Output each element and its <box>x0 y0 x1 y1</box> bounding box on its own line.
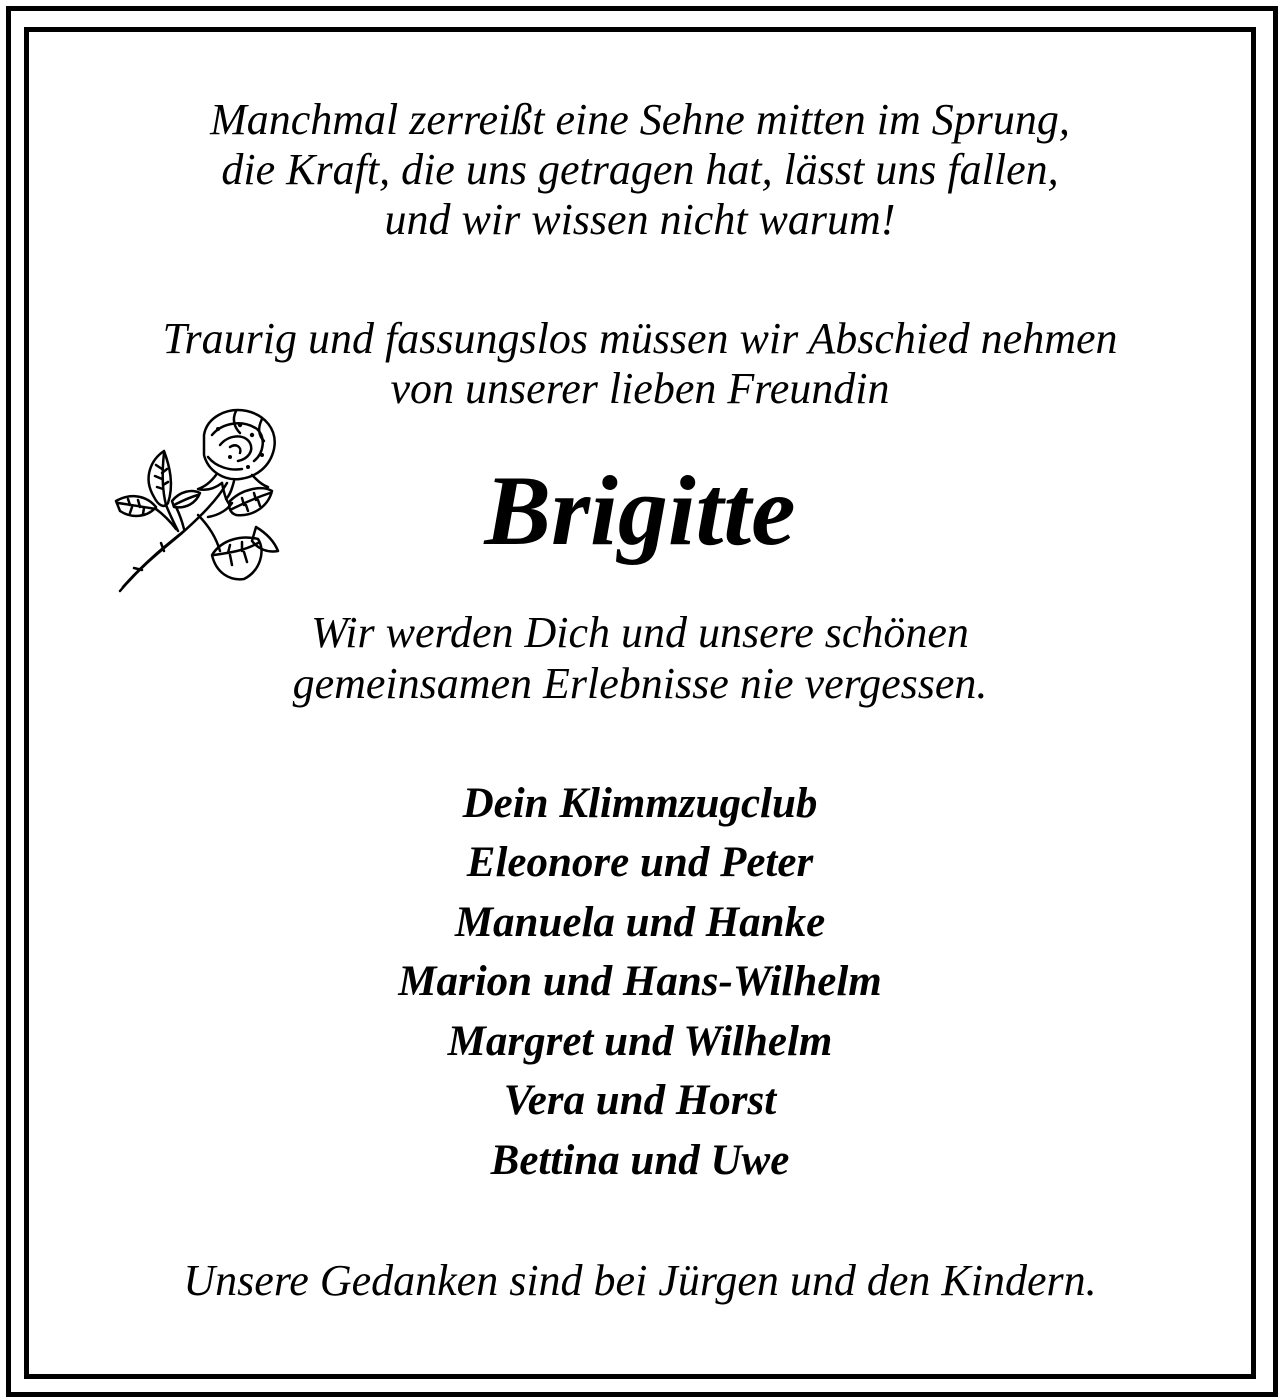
poem-line-3: und wir wissen nicht warum! <box>384 195 896 244</box>
signer-5: Margret und Wilhelm <box>447 1018 833 1065</box>
intro-line-1: Traurig und fassungslos müssen wir Abschied nehmen <box>162 314 1118 363</box>
signer-7: Bettina und Uwe <box>490 1137 790 1184</box>
intro-line-2: von unserer lieben Freundin <box>390 364 890 413</box>
deceased-name: Brigitte <box>484 455 796 566</box>
signer-2: Eleonore und Peter <box>466 839 814 886</box>
signer-1: Dein Klimmzugclub <box>462 780 818 827</box>
poem-line-1: Manchmal zerreißt eine Sehne mitten im Sprung, <box>210 95 1070 144</box>
poem-line-2: die Kraft, die uns getragen hat, lässt uns fallen, <box>221 145 1059 194</box>
signer-6: Vera und Horst <box>503 1077 777 1124</box>
signer-3: Manuela und Hanke <box>454 899 826 946</box>
message-line-2: gemeinsamen Erlebnisse nie vergessen. <box>292 659 988 708</box>
closing-line: Unsere Gedanken sind bei Jürgen und den Kindern. <box>183 1256 1097 1305</box>
message-line-1: Wir werden Dich und unsere schönen <box>311 608 969 657</box>
signer-4: Marion und Hans-Wilhelm <box>398 958 882 1005</box>
